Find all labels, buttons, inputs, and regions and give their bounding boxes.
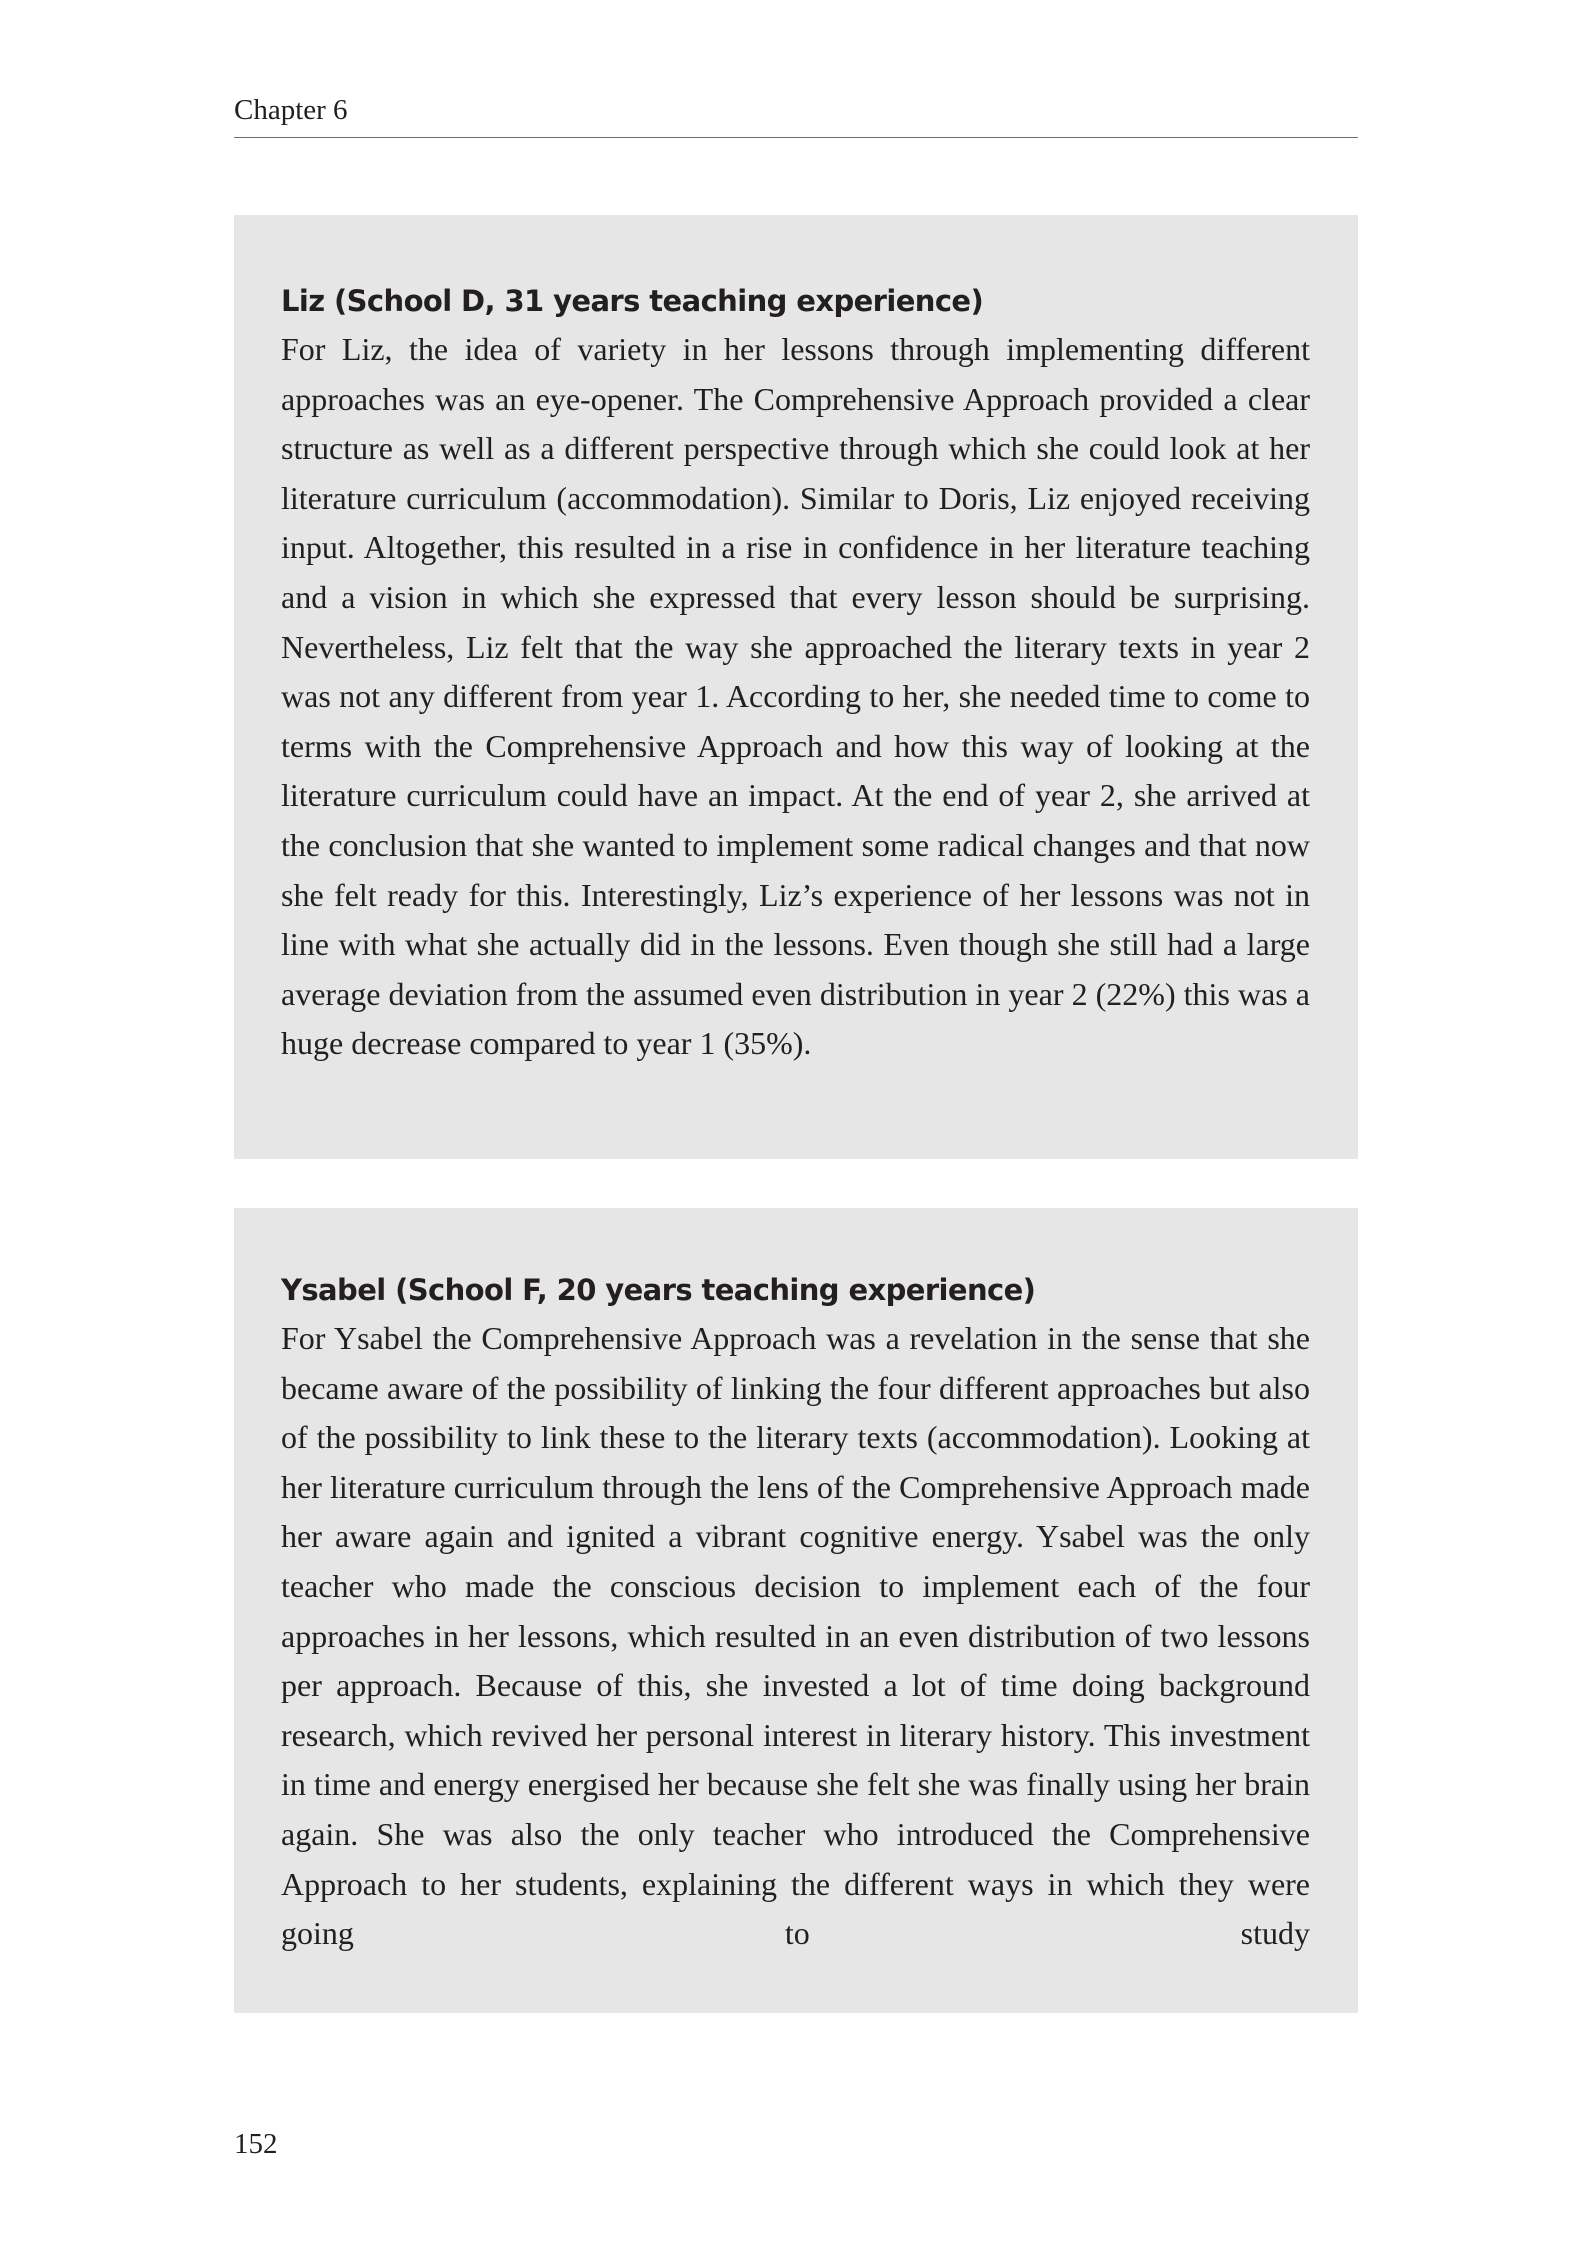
case-box-liz xyxy=(234,215,1358,1159)
running-head: Chapter 6 xyxy=(234,94,348,126)
case-box-ysabel xyxy=(234,1208,1358,2013)
page-number: 152 xyxy=(234,2128,278,2160)
case-heading-liz: Liz (School D, 31 years teaching experience) xyxy=(281,284,984,318)
case-body-ysabel: For Ysabel the Comprehensive Approach was a revelation in the sense that she became aware of the possibility of linking the four different approaches but also of the possibility to link these to the literary texts (accommodation). Looking at her literature curriculum through the lens of the Comprehensive Approach made her aware again and ignited a vibrant cognitive energy. Ysabel was the only teacher who made the conscious decision to implement each of the four approaches in her lessons, which resulted in an even distribution of two lessons per approach. Because of this, she invested a lot of time doing background research, which revived her personal interest in literary history. This investment in time and energy energised her because she felt she was finally using her brain again. She was also the only teacher who introduced the Comprehensive Approach to her students, explaining the different ways in which they were going to study xyxy=(281,1320,1310,1952)
case-body-liz: For Liz, the idea of variety in her lessons through implementing different approaches was an eye-opener. The Comprehensive Approach provided a clear structure as well as a different perspective through which she could look at her literature curriculum (accommodation). Similar to Doris, Liz enjoyed receiving input. Altogether, this resulted in a rise in confidence in her literature teaching and a vision in which she expressed that every lesson should be surprising. Nevertheless, Liz felt that the way she approached the literary texts in year 2 was not any different from year 1. According to her, she needed time to come to terms with the Comprehensive Approach and how this way of looking at the literature curriculum could have an impact. At the end of year 2, she arrived at the conclusion that she wanted to implement some radical changes and that now she felt ready for this. Interestingly, Liz’s experience of her lessons was not in line with what she actually did in the lessons. Even though she still had a large average deviation from the assumed even distribution in year 2 (22%) this was a huge decrease compared to year 1 (35%). xyxy=(281,331,1310,1062)
header-rule xyxy=(234,137,1358,138)
case-heading-ysabel: Ysabel (School F, 20 years teaching experience) xyxy=(281,1273,1036,1307)
